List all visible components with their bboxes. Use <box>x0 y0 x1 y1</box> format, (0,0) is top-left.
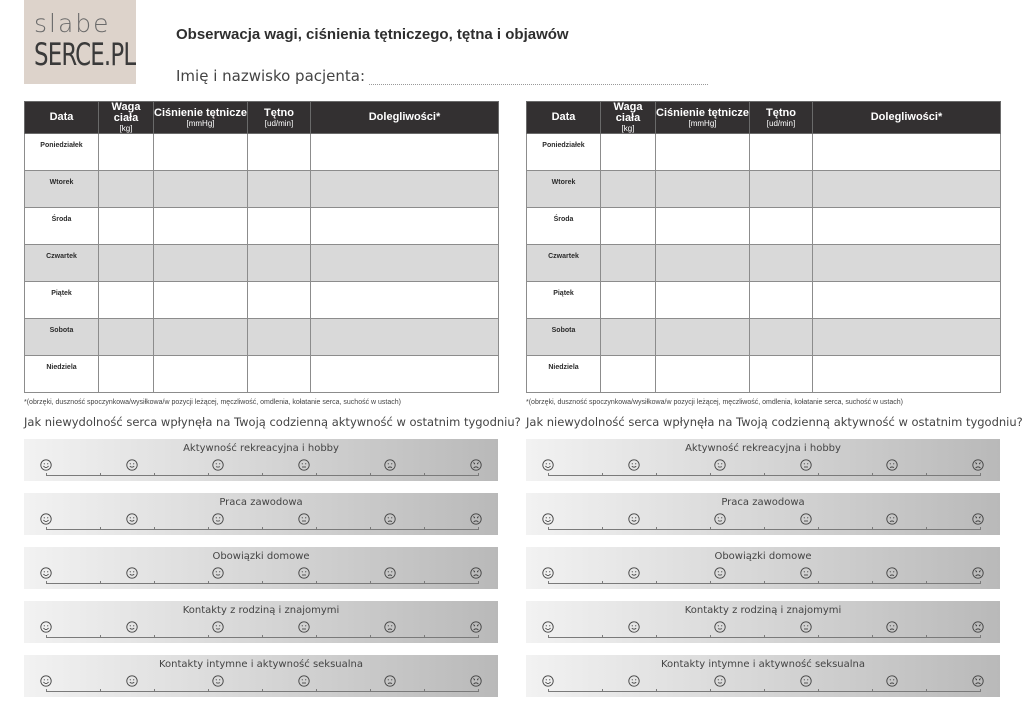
entry-cell[interactable] <box>813 134 1001 171</box>
very-sad-face-icon[interactable] <box>470 567 482 579</box>
scale-tick <box>548 689 549 692</box>
entry-cell[interactable] <box>656 245 750 282</box>
scale-tick <box>926 527 927 530</box>
activity-category-label: Obowiązki domowe <box>212 551 310 562</box>
scale-tick <box>370 473 371 476</box>
scale-tick <box>602 689 603 692</box>
scale-tick <box>208 689 209 692</box>
scale-tick <box>656 635 657 638</box>
column-header <box>813 102 1001 134</box>
column-header <box>248 102 311 134</box>
scale-tick <box>208 527 209 530</box>
slight-smile-face-icon[interactable] <box>714 621 726 633</box>
entry-cell[interactable] <box>248 319 311 356</box>
column-header-label: Dolegliwości* <box>870 111 943 123</box>
entry-cell[interactable] <box>99 245 154 282</box>
happy-face-icon[interactable] <box>628 513 640 525</box>
scale-tick <box>424 689 425 692</box>
column-header-unit: [ud/min] <box>264 118 294 128</box>
column-header-unit: [mmHg] <box>186 118 215 128</box>
entry-cell[interactable] <box>656 171 750 208</box>
sad-face-icon[interactable] <box>886 567 898 579</box>
very-happy-face-icon[interactable] <box>542 459 554 471</box>
entry-cell[interactable] <box>813 356 1001 393</box>
activity-scale <box>526 439 1000 481</box>
column-header <box>311 102 499 134</box>
scale-tick <box>100 581 101 584</box>
entry-cell[interactable] <box>311 319 499 356</box>
sad-face-icon[interactable] <box>886 675 898 687</box>
scale-tick <box>818 689 819 692</box>
entry-cell[interactable] <box>750 208 813 245</box>
entry-cell[interactable] <box>601 208 656 245</box>
entry-cell[interactable] <box>99 208 154 245</box>
neutral-face-icon[interactable] <box>800 513 812 525</box>
scale-tick <box>478 635 479 638</box>
activity-question: Jak niewydolność serca wpłynęła na Twoją codzienną aktywność w ostatnim tygodniu? <box>24 415 521 429</box>
slight-smile-face-icon[interactable] <box>714 675 726 687</box>
sad-face-icon[interactable] <box>886 459 898 471</box>
scale-tick <box>980 581 981 584</box>
scale-tick <box>764 635 765 638</box>
very-sad-face-icon[interactable] <box>972 513 984 525</box>
entry-cell[interactable] <box>248 245 311 282</box>
logo-text-bottom: SERCE.PL <box>34 37 136 73</box>
scale-tick <box>764 473 765 476</box>
entry-cell[interactable] <box>248 134 311 171</box>
neutral-face-icon[interactable] <box>298 459 310 471</box>
scale-tick <box>818 635 819 638</box>
scale-tick <box>656 581 657 584</box>
patient-name-label: Imię i nazwisko pacjenta: <box>176 67 366 85</box>
scale-tick <box>872 527 873 530</box>
scale-tick <box>548 581 549 584</box>
slight-smile-face-icon[interactable] <box>714 513 726 525</box>
table-row <box>25 319 499 356</box>
observation-table <box>526 101 1001 393</box>
table-row <box>25 356 499 393</box>
very-happy-face-icon[interactable] <box>40 567 52 579</box>
scale-tick <box>764 689 765 692</box>
very-happy-face-icon[interactable] <box>542 675 554 687</box>
entry-cell[interactable] <box>248 356 311 393</box>
entry-cell[interactable] <box>656 319 750 356</box>
entry-cell[interactable] <box>656 356 750 393</box>
column-header-label: Ciśnienie tętnicze <box>154 106 247 119</box>
entry-cell[interactable] <box>154 356 248 393</box>
very-happy-face-icon[interactable] <box>40 459 52 471</box>
column-header-label: Tętno <box>766 106 796 119</box>
column-header <box>601 102 656 134</box>
activity-category-label: Kontakty intymne i aktywność seksualna <box>660 659 866 670</box>
scale-tick <box>872 581 873 584</box>
entry-cell[interactable] <box>601 282 656 319</box>
table-row <box>25 282 499 319</box>
very-sad-face-icon[interactable] <box>470 621 482 633</box>
scale-tick <box>370 635 371 638</box>
scale-tick <box>602 473 603 476</box>
scale-tick <box>316 473 317 476</box>
entry-cell[interactable] <box>154 134 248 171</box>
scale-tick <box>602 635 603 638</box>
neutral-face-icon[interactable] <box>298 513 310 525</box>
page-title: Obserwacja wagi, ciśnienia tętniczego, tętna i objawów <box>176 26 569 43</box>
very-happy-face-icon[interactable] <box>40 675 52 687</box>
table-row <box>527 171 1001 208</box>
scale-tick <box>656 473 657 476</box>
entry-cell[interactable] <box>154 319 248 356</box>
day-label: Niedziela <box>527 356 601 393</box>
scale-tick <box>208 473 209 476</box>
entry-cell[interactable] <box>99 134 154 171</box>
table-row <box>25 134 499 171</box>
column-header-label: Ciśnienie tętnicze <box>656 106 749 119</box>
column-header-unit: [ud/min] <box>766 118 796 128</box>
slight-smile-face-icon[interactable] <box>714 459 726 471</box>
scale-tick <box>710 527 711 530</box>
scale-tick <box>478 473 479 476</box>
patient-name-line <box>176 67 708 85</box>
scale-tick <box>46 473 47 476</box>
footnote: *(obrzęki, duszność spoczynkowa/wysiłkowa/w pozycji leżącej, męczliwość, omdlenia, kołatanie serca, suchość w ustach) <box>24 399 401 406</box>
activity-category-label: Praca zawodowa <box>721 497 805 508</box>
neutral-face-icon[interactable] <box>800 567 812 579</box>
activity-scale <box>24 655 498 697</box>
column-header <box>99 102 154 134</box>
happy-face-icon[interactable] <box>126 459 138 471</box>
scale-tick <box>424 473 425 476</box>
activity-scale <box>526 655 1000 697</box>
column-header-label: Waga ciała <box>111 101 141 124</box>
scale-tick <box>316 689 317 692</box>
entry-cell[interactable] <box>750 319 813 356</box>
slight-smile-face-icon[interactable] <box>212 621 224 633</box>
scale-tick <box>46 635 47 638</box>
entry-cell[interactable] <box>311 208 499 245</box>
entry-cell[interactable] <box>750 356 813 393</box>
scale-tick <box>262 581 263 584</box>
scale-tick <box>548 635 549 638</box>
neutral-face-icon[interactable] <box>298 675 310 687</box>
day-label: Piątek <box>25 282 99 319</box>
entry-cell[interactable] <box>311 356 499 393</box>
entry-cell[interactable] <box>99 319 154 356</box>
scale-tick <box>46 581 47 584</box>
day-label: Poniedziałek <box>25 134 99 171</box>
column-header <box>750 102 813 134</box>
activity-scale <box>24 439 498 481</box>
column-header <box>527 102 601 134</box>
very-sad-face-icon[interactable] <box>972 621 984 633</box>
very-sad-face-icon[interactable] <box>470 513 482 525</box>
scale-tick <box>926 689 927 692</box>
column-header-label: Tętno <box>264 106 294 119</box>
entry-cell[interactable] <box>154 282 248 319</box>
very-happy-face-icon[interactable] <box>542 621 554 633</box>
scale-tick <box>208 581 209 584</box>
entry-cell[interactable] <box>154 208 248 245</box>
scale-tick <box>154 473 155 476</box>
scale-tick <box>872 689 873 692</box>
entry-cell[interactable] <box>601 171 656 208</box>
table-row <box>527 134 1001 171</box>
entry-cell[interactable] <box>154 171 248 208</box>
entry-cell[interactable] <box>99 282 154 319</box>
entry-cell[interactable] <box>311 134 499 171</box>
scale-tick <box>316 527 317 530</box>
column-header-unit: [kg] <box>621 124 635 133</box>
table-row <box>527 319 1001 356</box>
scale-tick <box>370 527 371 530</box>
table-row <box>527 356 1001 393</box>
very-sad-face-icon[interactable] <box>470 459 482 471</box>
day-label: Czwartek <box>25 245 99 282</box>
activity-category-label: Aktywność rekreacyjna i hobby <box>183 443 339 454</box>
scale-tick <box>818 527 819 530</box>
scale-tick <box>100 689 101 692</box>
table-row <box>527 208 1001 245</box>
very-sad-face-icon[interactable] <box>972 567 984 579</box>
happy-face-icon[interactable] <box>126 513 138 525</box>
very-sad-face-icon[interactable] <box>972 675 984 687</box>
scale-tick <box>370 689 371 692</box>
scale-tick <box>478 527 479 530</box>
scale-tick <box>154 581 155 584</box>
day-label: Sobota <box>527 319 601 356</box>
activity-category-label: Kontakty intymne i aktywność seksualna <box>158 659 364 670</box>
activity-category-label: Aktywność rekreacyjna i hobby <box>685 443 841 454</box>
entry-cell[interactable] <box>601 245 656 282</box>
entry-cell[interactable] <box>248 282 311 319</box>
scale-tick <box>262 473 263 476</box>
activity-category-label: Obowiązki domowe <box>714 551 812 562</box>
very-happy-face-icon[interactable] <box>542 513 554 525</box>
day-label: Poniedziałek <box>527 134 601 171</box>
day-label: Środa <box>527 208 601 245</box>
scale-tick <box>262 689 263 692</box>
activity-category-label: Kontakty z rodziną i znajomymi <box>182 605 340 616</box>
scale-tick <box>818 473 819 476</box>
entry-cell[interactable] <box>601 356 656 393</box>
footnote: *(obrzęki, duszność spoczynkowa/wysiłkowa/w pozycji leżącej, męczliwość, omdlenia, kołatanie serca, suchość w ustach) <box>526 399 903 406</box>
entry-cell[interactable] <box>311 171 499 208</box>
entry-cell[interactable] <box>248 171 311 208</box>
neutral-face-icon[interactable] <box>800 459 812 471</box>
sad-face-icon[interactable] <box>384 621 396 633</box>
sad-face-icon[interactable] <box>886 621 898 633</box>
very-happy-face-icon[interactable] <box>542 567 554 579</box>
happy-face-icon[interactable] <box>628 567 640 579</box>
observation-panel-left <box>24 101 521 697</box>
happy-face-icon[interactable] <box>628 459 640 471</box>
table-row <box>527 245 1001 282</box>
scale-tick <box>872 473 873 476</box>
logo-text-top: slabe <box>34 9 111 38</box>
neutral-face-icon[interactable] <box>298 621 310 633</box>
entry-cell[interactable] <box>99 356 154 393</box>
activity-scale <box>24 547 498 589</box>
activity-scale <box>24 601 498 643</box>
day-label: Wtorek <box>527 171 601 208</box>
table-row <box>25 171 499 208</box>
scale-tick <box>262 635 263 638</box>
entry-cell[interactable] <box>656 134 750 171</box>
scale-tick <box>100 473 101 476</box>
happy-face-icon[interactable] <box>126 621 138 633</box>
scale-tick <box>370 581 371 584</box>
table-row <box>527 282 1001 319</box>
scale-tick <box>980 689 981 692</box>
scale-tick <box>764 527 765 530</box>
scale-tick <box>316 635 317 638</box>
sad-face-icon[interactable] <box>384 513 396 525</box>
activity-scale <box>526 493 1000 535</box>
happy-face-icon[interactable] <box>628 675 640 687</box>
scale-tick <box>316 581 317 584</box>
scale-tick <box>980 635 981 638</box>
scale-tick <box>980 527 981 530</box>
scale-tick <box>100 635 101 638</box>
logo <box>24 0 136 84</box>
observation-panel-right <box>526 101 1023 697</box>
table-row <box>25 208 499 245</box>
scale-tick <box>926 635 927 638</box>
entry-cell[interactable] <box>248 208 311 245</box>
slight-smile-face-icon[interactable] <box>212 513 224 525</box>
scale-tick <box>208 635 209 638</box>
day-label: Czwartek <box>527 245 601 282</box>
very-happy-face-icon[interactable] <box>40 513 52 525</box>
neutral-face-icon[interactable] <box>298 567 310 579</box>
neutral-face-icon[interactable] <box>800 675 812 687</box>
column-header <box>25 102 99 134</box>
column-header-unit: [mmHg] <box>688 118 717 128</box>
activity-scale <box>526 547 1000 589</box>
scale-tick <box>154 527 155 530</box>
column-header <box>656 102 750 134</box>
scale-tick <box>926 473 927 476</box>
activity-category-label: Praca zawodowa <box>219 497 303 508</box>
scale-tick <box>602 581 603 584</box>
slight-smile-face-icon[interactable] <box>212 675 224 687</box>
day-label: Środa <box>25 208 99 245</box>
entry-cell[interactable] <box>311 245 499 282</box>
scale-tick <box>548 527 549 530</box>
scale-tick <box>154 689 155 692</box>
scale-tick <box>710 689 711 692</box>
sad-face-icon[interactable] <box>384 567 396 579</box>
neutral-face-icon[interactable] <box>800 621 812 633</box>
scale-tick <box>710 581 711 584</box>
happy-face-icon[interactable] <box>126 675 138 687</box>
column-header-label: Data <box>551 111 576 123</box>
scale-tick <box>872 635 873 638</box>
entry-cell[interactable] <box>813 208 1001 245</box>
activity-category-label: Kontakty z rodziną i znajomymi <box>684 605 842 616</box>
entry-cell[interactable] <box>656 208 750 245</box>
column-header-label: Dolegliwości* <box>368 111 441 123</box>
entry-cell[interactable] <box>813 245 1001 282</box>
scale-tick <box>818 581 819 584</box>
scale-tick <box>548 473 549 476</box>
scale-tick <box>46 527 47 530</box>
scale-tick <box>764 581 765 584</box>
scale-tick <box>980 473 981 476</box>
column-header-label: Waga ciała <box>613 101 643 124</box>
sad-face-icon[interactable] <box>384 459 396 471</box>
scale-tick <box>710 635 711 638</box>
scale-tick <box>602 527 603 530</box>
activity-question: Jak niewydolność serca wpłynęła na Twoją codzienną aktywność w ostatnim tygodniu? <box>526 415 1023 429</box>
entry-cell[interactable] <box>813 282 1001 319</box>
scale-tick <box>424 527 425 530</box>
scale-tick <box>710 473 711 476</box>
happy-face-icon[interactable] <box>628 621 640 633</box>
entry-cell[interactable] <box>601 319 656 356</box>
day-label: Piątek <box>527 282 601 319</box>
observation-table <box>24 101 499 393</box>
scale-tick <box>926 581 927 584</box>
entry-cell[interactable] <box>750 245 813 282</box>
entry-cell[interactable] <box>601 134 656 171</box>
column-header-unit: [kg] <box>119 124 133 133</box>
scale-tick <box>100 527 101 530</box>
day-label: Niedziela <box>25 356 99 393</box>
day-label: Wtorek <box>25 171 99 208</box>
scale-tick <box>262 527 263 530</box>
slight-smile-face-icon[interactable] <box>212 459 224 471</box>
scale-tick <box>424 635 425 638</box>
entry-cell[interactable] <box>750 134 813 171</box>
entry-cell[interactable] <box>154 245 248 282</box>
slight-smile-face-icon[interactable] <box>212 567 224 579</box>
entry-cell[interactable] <box>99 171 154 208</box>
activity-scale <box>526 601 1000 643</box>
very-sad-face-icon[interactable] <box>972 459 984 471</box>
entry-cell[interactable] <box>813 171 1001 208</box>
table-row <box>25 245 499 282</box>
scale-tick <box>478 581 479 584</box>
scale-tick <box>656 527 657 530</box>
scale-tick <box>154 635 155 638</box>
sad-face-icon[interactable] <box>384 675 396 687</box>
sad-face-icon[interactable] <box>886 513 898 525</box>
scale-tick <box>656 689 657 692</box>
very-sad-face-icon[interactable] <box>470 675 482 687</box>
day-label: Sobota <box>25 319 99 356</box>
slight-smile-face-icon[interactable] <box>714 567 726 579</box>
very-happy-face-icon[interactable] <box>40 621 52 633</box>
entry-cell[interactable] <box>656 282 750 319</box>
entry-cell[interactable] <box>750 171 813 208</box>
scale-tick <box>478 689 479 692</box>
entry-cell[interactable] <box>750 282 813 319</box>
patient-name-field[interactable] <box>369 70 708 85</box>
scale-tick <box>46 689 47 692</box>
column-header <box>154 102 248 134</box>
entry-cell[interactable] <box>813 319 1001 356</box>
happy-face-icon[interactable] <box>126 567 138 579</box>
entry-cell[interactable] <box>311 282 499 319</box>
activity-scale <box>24 493 498 535</box>
scale-tick <box>424 581 425 584</box>
column-header-label: Data <box>49 111 74 123</box>
